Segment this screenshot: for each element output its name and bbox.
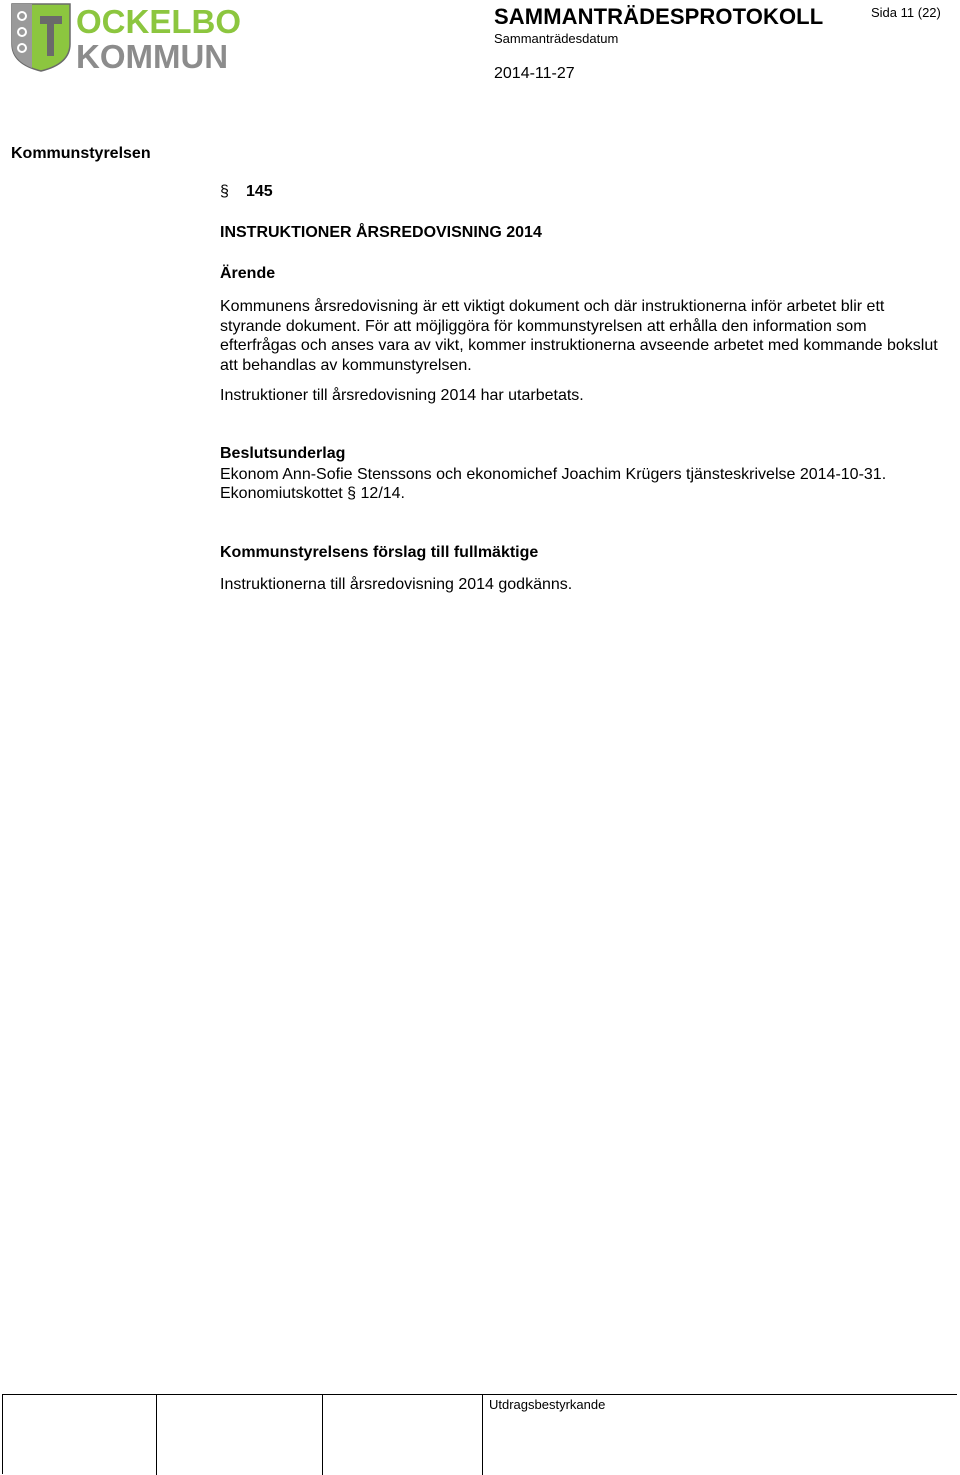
beslutsunderlag-line-1: Ekonom Ann-Sofie Stenssons och ekonomichef Joachim Krügers tjänsteskrivelse 2014-10-31. bbox=[220, 466, 887, 483]
section-heading-beslutsunderlag: Beslutsunderlag bbox=[220, 445, 346, 462]
beslutsunderlag-line-2: Ekonomiutskottet § 12/14. bbox=[220, 485, 405, 502]
arende-body: Kommunens årsredovisning är ett viktigt dokument och där instruktionerna inför arbetet blir ett styrande dokument. För att möjliggöra för kommunstyrelsen att erhålla den information som efterfrågas och anses vara av vikt, kommer instruktionerna avseende arbetet med kommande bokslut att behandlas av kommunstyrelsen. bbox=[220, 298, 938, 374]
document-title: SAMMANTRÄDESPROTOKOLL bbox=[494, 4, 824, 29]
paragraph-number: 145 bbox=[246, 183, 273, 200]
signature-cell bbox=[157, 1395, 323, 1475]
signature-cell bbox=[3, 1395, 157, 1475]
item-title: INSTRUKTIONER ÅRSREDOVISNING 2014 bbox=[220, 224, 542, 241]
extract-certifier-cell bbox=[483, 1395, 958, 1475]
meeting-date: 2014-11-27 bbox=[494, 65, 575, 82]
section-heading-arende: Ärende bbox=[220, 265, 276, 282]
forslag-body: Instruktionerna till årsredovisning 2014 godkänns. bbox=[220, 576, 573, 593]
coat-of-arms-icon bbox=[10, 2, 241, 75]
arende-note: Instruktioner till årsredovisning 2014 har utarbetats. bbox=[220, 387, 584, 404]
logo-text-line1: OCKELBO bbox=[76, 3, 241, 40]
signature-table bbox=[2, 1394, 957, 1474]
logo-text-line2: KOMMUN bbox=[76, 38, 229, 75]
page-number: Sida 11 (22) bbox=[871, 5, 941, 20]
extract-certifier-label: Utdragsbestyrkande bbox=[489, 1397, 606, 1412]
committee-name: Kommunstyrelsen bbox=[11, 145, 151, 162]
section-heading-forslag: Kommunstyrelsens förslag till fullmäktige bbox=[220, 544, 539, 561]
paragraph-mark: § bbox=[220, 183, 229, 200]
municipality-logo bbox=[10, 2, 241, 75]
meeting-date-label: Sammanträdesdatum bbox=[494, 31, 619, 46]
signature-cell bbox=[323, 1395, 483, 1475]
